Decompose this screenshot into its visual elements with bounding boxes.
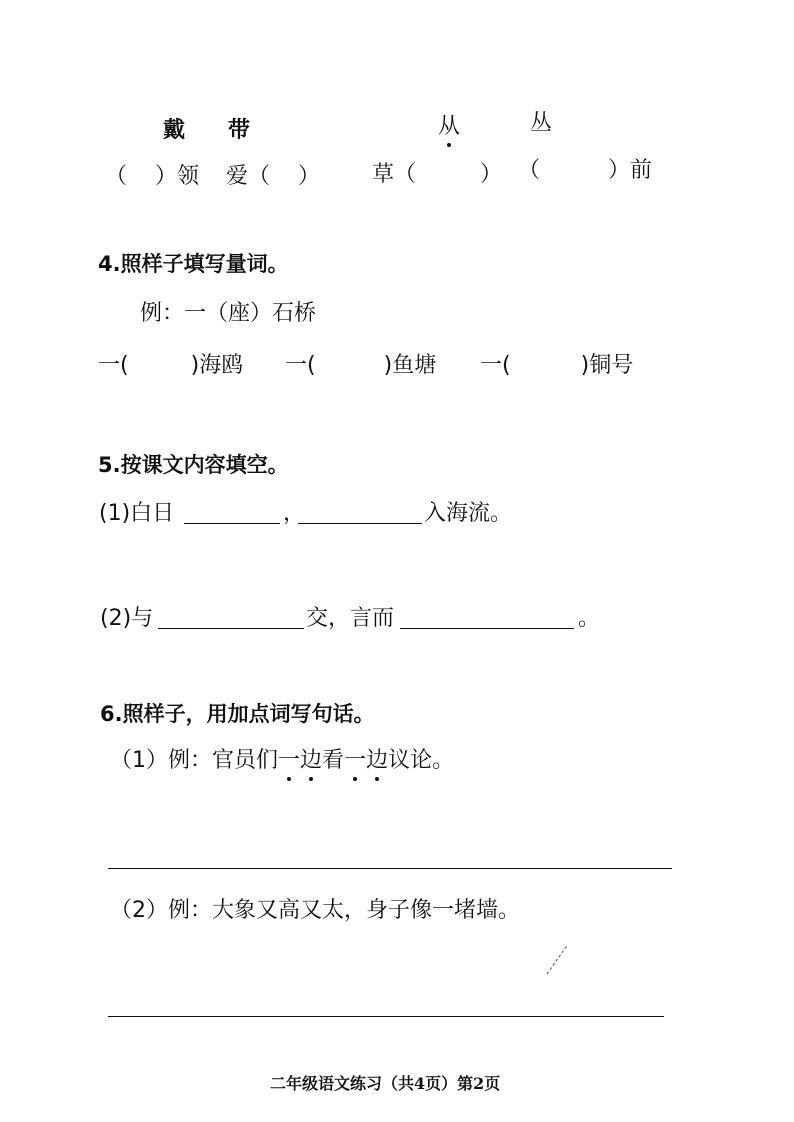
- q5-line1-comma: ，: [283, 501, 306, 526]
- q4-example: 例：一（座）石桥: [140, 301, 317, 326]
- q6-answer-line-2[interactable]: [108, 1016, 664, 1017]
- q5-line2-blank-2[interactable]: [400, 628, 574, 629]
- char-cong-grass: 丛: [530, 111, 553, 136]
- dotted-char: 一: [278, 748, 301, 773]
- page-footer: 二年级语文练习（共4页）第2页: [270, 1074, 501, 1093]
- q5-line1-end: 入海流。: [424, 501, 513, 526]
- q5-line2-middle: 交，言而: [306, 606, 395, 631]
- q6-example-2: （2）例：大象又高又太，身子像一堵墙。: [110, 898, 521, 923]
- q5-line1-label: (1)白日: [99, 501, 175, 526]
- row3-blank-2[interactable]: 爱（ ）: [226, 164, 321, 189]
- dotted-char: 边: [300, 748, 323, 773]
- q4-item-3[interactable]: 一( )铜号: [480, 353, 634, 378]
- row3-blank-4[interactable]: （ ）前: [518, 158, 653, 183]
- q4-item-1[interactable]: 一( )海鸥: [98, 353, 244, 378]
- char-dai: 戴: [163, 118, 186, 143]
- q5-line1-blank-1[interactable]: [184, 523, 280, 524]
- q4-heading: 4.照样子填写量词。: [98, 252, 289, 276]
- q5-line2-label: (2)与: [100, 606, 154, 631]
- char-cong: 从: [438, 114, 461, 139]
- dotted-char: 一: [344, 748, 367, 773]
- q4-item-2[interactable]: 一( )鱼塘: [285, 353, 437, 378]
- q5-line2-end: 。: [578, 606, 601, 631]
- q5-line2-blank-1[interactable]: [158, 628, 304, 629]
- q5-heading: 5.按课文内容填空。: [98, 453, 289, 477]
- q6-answer-line-1[interactable]: [108, 868, 672, 869]
- q6-example-1: （1）例：官员们一边看一边议论。: [110, 748, 455, 773]
- row3-blank-3[interactable]: 草（ ）: [372, 162, 503, 187]
- char-dai-belt: 带: [228, 118, 251, 143]
- pen-mark: [546, 946, 566, 974]
- q5-line1-blank-2[interactable]: [298, 523, 422, 524]
- row3-blank-1[interactable]: （ ）领: [105, 164, 200, 189]
- q6-heading: 6.照样子，用加点词写句话。: [100, 702, 375, 726]
- dotted-char: 边: [366, 748, 389, 773]
